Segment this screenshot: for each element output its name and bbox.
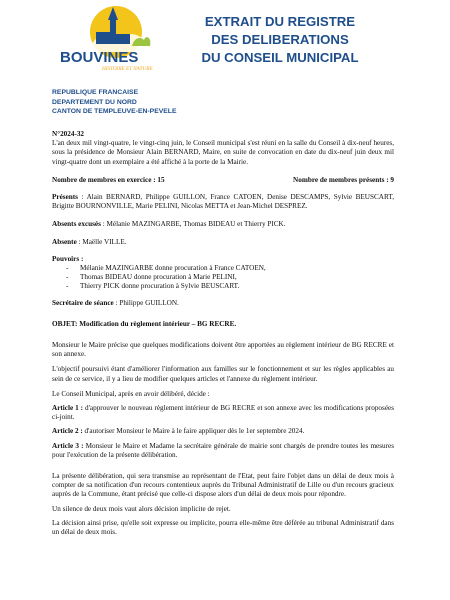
absent-paragraph: [52, 238, 394, 247]
title-line: DU CONSEIL MUNICIPAL: [201, 50, 359, 65]
present-label: Présents: [52, 193, 78, 202]
article-text: d'autoriser Monsieur le Maire à le faire appliquer dès le 1er septembre 2024.: [82, 427, 305, 436]
republic-header: [52, 88, 177, 117]
article-1: [52, 404, 394, 422]
list-item: - Mélanie MAZINGARBE donne procuration à France CATOEN,: [80, 264, 394, 273]
excused-paragraph: [52, 220, 394, 229]
members-present: Nombre de membres présents : 9: [293, 175, 394, 184]
secretary-label: Secrétaire de séance: [52, 298, 114, 307]
proxies-label: Pouvoirs :: [52, 254, 84, 263]
members-in-office: Nombre de membres en exercice : 15: [52, 175, 165, 184]
article-text: d'approuver le nouveau règlement intérieur de BG RECRE et son annexe avec les modifications proposées ci-joint.: [52, 404, 394, 422]
list-item: - Thierry PICK donne procuration à Sylvie BEUSCART.: [80, 282, 394, 291]
object-text: : Modification du règlement intérieur – BG RECRE.: [75, 319, 237, 328]
article-label: Article 3 :: [52, 441, 84, 450]
present-text: : Alain BERNARD, Philippe GUILLON, France CATOEN, Denise DESCAMPS, Sylvie BEUSCART, Brigitte BOURNONVILLE, Marie PELINI, Nicolas METTA et Jean-Michel DESPREZ.: [52, 193, 394, 211]
deliberation-number: N°2024-32: [52, 130, 85, 138]
article-text: Monsieur le Maire et Madame la secrétaire générale de mairie sont chargés de prendre toutes les mesures pour l'exécution de la présente délibération.: [52, 441, 395, 459]
excused-text: : Mélanie MAZINGARBE, Thomas BIDEAU et Thierry PICK.: [100, 220, 286, 229]
paragraph-silence: Un silence de deux mois vaut alors décision implicite de rejet.: [52, 504, 231, 513]
intro-paragraph: L'an deux mil vingt-quatre, le vingt-cinq juin, le Conseil municipal s'est réuni en la salle du Conseil à dix-neuf heures, sous la présidence de Monsieur Alain BERNARD, Maire, en suite de convocation en date du dix-neuf juin deux mil vingt-quatre dont un exemplaire a été affiché à la porte de la Mairie.: [52, 139, 394, 166]
paragraph-objective: L'objectif poursuivi étant d'améliorer l'information aux familles sur le fonctionnement et sur les règles applicables au sein de ce service, il y a lieu de modifier quelques articles et l'annexe du règlement intérieur.: [52, 365, 394, 383]
canton-line: CANTON DE TEMPLEUVE-EN-PEVELE: [52, 108, 177, 116]
deliberation-body: [52, 130, 394, 537]
article-label: Article 2 :: [52, 427, 83, 436]
paragraph-decision: Le Conseil Municipal, après en avoir délibéré, décide :: [52, 389, 210, 398]
document-title: [180, 13, 380, 67]
paragraph-appeal: La présente délibération, qui sera transmise au représentant de l'Etat, peut faire l'objet dans un délai de deux mois à compter de sa notification d'un recours contentieux auprès du Tribunal Administratif de Lille ou d'un recours gracieux auprès de la Commune, étant précisé que celle-ci dispose alors d'un délai de deux mois pour répondre.: [52, 472, 394, 499]
object-line: [52, 320, 394, 329]
absent-text: : Maëlle VILLE.: [76, 237, 127, 246]
article-2: [52, 427, 394, 436]
title-line: EXTRAIT DU REGISTRE: [204, 14, 356, 29]
list-item: - Thomas BIDEAU donne procuration à Marie PELINI,: [80, 273, 394, 282]
secretary-paragraph: [52, 299, 394, 308]
absent-label: Absente: [52, 237, 77, 246]
bouvines-logo: [58, 4, 154, 74]
secretary-text: : Philippe GUILLON.: [113, 298, 179, 307]
paragraph-final: La décision ainsi prise, qu'elle soit expresse ou implicite, pourra elle-même être déférée au tribunal Administratif dans un délai de deux mois.: [52, 518, 394, 537]
logo-wordmark: BOUVINES: [60, 49, 139, 66]
title-line: DES DELIBERATIONS: [211, 32, 349, 47]
object-label: OBJET: [52, 319, 76, 328]
article-label: Article 1 :: [52, 404, 84, 413]
republic-line: REPUBLIQUE FRANCAISE: [52, 89, 139, 96]
member-counts: [52, 176, 394, 185]
article-3: [52, 442, 394, 460]
present-paragraph: [52, 193, 394, 211]
logo-tagline: HISTOIRE ET NATURE: [102, 66, 153, 72]
proxies-list: [52, 264, 394, 292]
excused-label: Absents excusés: [52, 220, 101, 229]
department-line: DEPARTEMENT DU NORD: [52, 98, 137, 106]
paragraph-modifications: Monsieur le Maire précise que quelques modifications doivent être apportées au règlement intérieur de BG RECRE et son annexe.: [52, 341, 394, 359]
